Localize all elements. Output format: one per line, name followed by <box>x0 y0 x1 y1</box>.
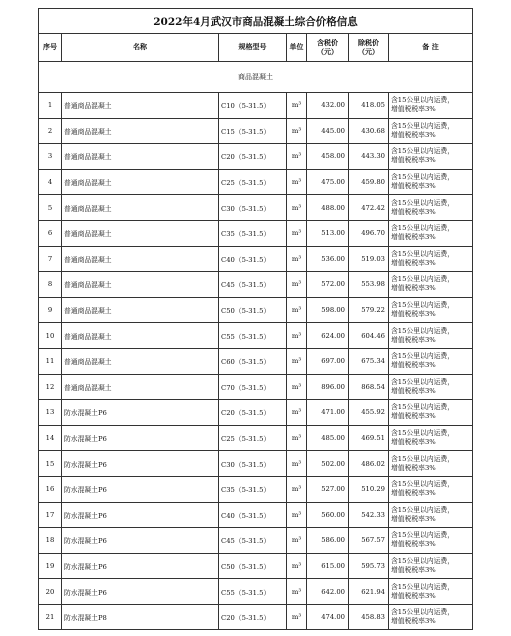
cell-spec: C50（5-31.5） <box>219 553 287 579</box>
cell-name: 普通商品混凝土 <box>62 169 219 195</box>
page-title: 2022年4月武汉市商品混凝土综合价格信息 <box>39 9 473 34</box>
cell-name: 防水混凝土P6 <box>62 528 219 554</box>
note-line2: 增值税税率3% <box>391 617 436 626</box>
cell-price-notax: 496.70 <box>349 220 389 246</box>
cell-seq: 15 <box>39 451 62 477</box>
note-line2: 增值税税率3% <box>391 284 436 293</box>
cell-price-tax: 458.00 <box>307 144 349 170</box>
note-line1: 含15公里以内运费， <box>391 121 455 130</box>
cell-spec: C35（5-31.5） <box>219 476 287 502</box>
cell-seq: 13 <box>39 400 62 426</box>
table-row <box>39 169 473 195</box>
cell-unit: m³ <box>287 579 307 605</box>
cell-name: 普通商品混凝土 <box>62 374 219 400</box>
cell-price-tax: 488.00 <box>307 195 349 221</box>
cell-unit: m³ <box>287 195 307 221</box>
cell-price-tax: 697.00 <box>307 348 349 374</box>
cell-spec: C30（5-31.5） <box>219 195 287 221</box>
cell-spec: C25（5-31.5） <box>219 169 287 195</box>
table-row <box>39 502 473 528</box>
cell-price-tax: 536.00 <box>307 246 349 272</box>
note-line1: 含15公里以内运费， <box>391 352 455 361</box>
note-line1: 含15公里以内运费， <box>391 582 455 591</box>
cell-seq: 6 <box>39 220 62 246</box>
note-line2: 增值税税率3% <box>391 233 436 242</box>
cell-unit: m³ <box>287 348 307 374</box>
cell-price-tax: 485.00 <box>307 425 349 451</box>
note-line1: 含15公里以内运费， <box>391 403 455 412</box>
cell-seq: 9 <box>39 297 62 323</box>
cell-note <box>389 528 473 554</box>
table-header-row <box>39 34 473 62</box>
cell-name: 普通商品混凝土 <box>62 348 219 374</box>
cell-name: 防水混凝土P6 <box>62 400 219 426</box>
table-row <box>39 118 473 144</box>
table-row <box>39 579 473 605</box>
note-line1: 含15公里以内运费， <box>391 454 455 463</box>
cell-unit: m³ <box>287 93 307 119</box>
cell-seq: 17 <box>39 502 62 528</box>
cell-name: 普通商品混凝土 <box>62 195 219 221</box>
cell-name: 防水混凝土P6 <box>62 425 219 451</box>
cell-price-notax: 418.05 <box>349 93 389 119</box>
cell-seq: 19 <box>39 553 62 579</box>
cell-note <box>389 348 473 374</box>
cell-seq: 12 <box>39 374 62 400</box>
cell-unit: m³ <box>287 323 307 349</box>
header-price-notax-line2: （元） <box>358 47 379 56</box>
cell-price-notax: 472.42 <box>349 195 389 221</box>
cell-seq: 5 <box>39 195 62 221</box>
header-price-notax <box>349 34 389 62</box>
cell-name: 普通商品混凝土 <box>62 118 219 144</box>
cell-unit: m³ <box>287 272 307 298</box>
note-line1: 含15公里以内运费， <box>391 224 455 233</box>
note-line2: 增值税税率3% <box>391 565 436 574</box>
cell-name: 普通商品混凝土 <box>62 272 219 298</box>
cell-price-notax: 579.22 <box>349 297 389 323</box>
cell-spec: C40（5-31.5） <box>219 246 287 272</box>
cell-price-tax: 445.00 <box>307 118 349 144</box>
cell-price-notax: 553.98 <box>349 272 389 298</box>
note-line1: 含15公里以内运费， <box>391 377 455 386</box>
cell-name: 普通商品混凝土 <box>62 93 219 119</box>
table-row <box>39 374 473 400</box>
table-row <box>39 348 473 374</box>
cell-unit: m³ <box>287 502 307 528</box>
cell-name: 防水混凝土P6 <box>62 553 219 579</box>
note-line2: 增值税税率3% <box>391 386 436 395</box>
note-line2: 增值税税率3% <box>391 514 436 523</box>
cell-unit: m³ <box>287 451 307 477</box>
price-sheet <box>38 8 472 630</box>
section-label: 商品混凝土 <box>39 62 473 93</box>
note-line1: 含15公里以内运费， <box>391 608 455 617</box>
cell-spec: C70（5-31.5） <box>219 374 287 400</box>
cell-spec: C45（5-31.5） <box>219 272 287 298</box>
cell-price-notax: 510.29 <box>349 476 389 502</box>
table-row <box>39 246 473 272</box>
cell-price-notax: 469.51 <box>349 425 389 451</box>
cell-note <box>389 425 473 451</box>
cell-unit: m³ <box>287 169 307 195</box>
table-row <box>39 604 473 630</box>
cell-seq: 20 <box>39 579 62 605</box>
note-line1: 含15公里以内运费， <box>391 301 455 310</box>
table-row <box>39 451 473 477</box>
cell-price-notax: 486.02 <box>349 451 389 477</box>
cell-unit: m³ <box>287 425 307 451</box>
cell-note <box>389 579 473 605</box>
table-row <box>39 195 473 221</box>
header-unit: 单位 <box>287 34 307 62</box>
cell-name: 防水混凝土P6 <box>62 451 219 477</box>
cell-note <box>389 272 473 298</box>
cell-price-notax: 458.83 <box>349 604 389 630</box>
cell-seq: 3 <box>39 144 62 170</box>
note-line1: 含15公里以内运费， <box>391 326 455 335</box>
table-row <box>39 220 473 246</box>
cell-name: 普通商品混凝土 <box>62 297 219 323</box>
note-line2: 增值税税率3% <box>391 182 436 191</box>
cell-price-notax: 430.68 <box>349 118 389 144</box>
note-line1: 含15公里以内运费， <box>391 173 455 182</box>
cell-note <box>389 297 473 323</box>
cell-price-notax: 621.94 <box>349 579 389 605</box>
note-line2: 增值税税率3% <box>391 412 436 421</box>
cell-price-tax: 642.00 <box>307 579 349 605</box>
cell-spec: C15（5-31.5） <box>219 118 287 144</box>
cell-spec: C40（5-31.5） <box>219 502 287 528</box>
cell-unit: m³ <box>287 374 307 400</box>
table-row <box>39 297 473 323</box>
note-line2: 增值税税率3% <box>391 591 436 600</box>
note-line1: 含15公里以内运费， <box>391 147 455 156</box>
header-name: 名称 <box>62 34 219 62</box>
cell-note <box>389 374 473 400</box>
cell-spec: C25（5-31.5） <box>219 425 287 451</box>
cell-spec: C55（5-31.5） <box>219 323 287 349</box>
cell-price-notax: 604.46 <box>349 323 389 349</box>
cell-seq: 8 <box>39 272 62 298</box>
cell-seq: 10 <box>39 323 62 349</box>
cell-spec: C45（5-31.5） <box>219 528 287 554</box>
cell-spec: C10（5-31.5） <box>219 93 287 119</box>
cell-seq: 16 <box>39 476 62 502</box>
header-price-notax-line1: 除税价 <box>358 38 379 47</box>
table-row <box>39 323 473 349</box>
cell-price-tax: 475.00 <box>307 169 349 195</box>
table-row <box>39 400 473 426</box>
table-row <box>39 528 473 554</box>
table-row <box>39 93 473 119</box>
note-line1: 含15公里以内运费， <box>391 505 455 514</box>
note-line2: 增值税税率3% <box>391 207 436 216</box>
cell-price-tax: 432.00 <box>307 93 349 119</box>
cell-unit: m³ <box>287 220 307 246</box>
cell-price-notax: 459.80 <box>349 169 389 195</box>
cell-price-notax: 519.03 <box>349 246 389 272</box>
cell-spec: C35（5-31.5） <box>219 220 287 246</box>
section-row <box>39 62 473 93</box>
price-table <box>38 8 473 630</box>
note-line2: 增值税税率3% <box>391 156 436 165</box>
cell-note <box>389 144 473 170</box>
cell-price-notax: 542.33 <box>349 502 389 528</box>
note-line1: 含15公里以内运费， <box>391 556 455 565</box>
cell-name: 防水混凝土P6 <box>62 476 219 502</box>
cell-name: 防水混凝土P8 <box>62 604 219 630</box>
note-line2: 增值税税率3% <box>391 463 436 472</box>
cell-spec: C50（5-31.5） <box>219 297 287 323</box>
cell-price-notax: 455.92 <box>349 400 389 426</box>
cell-spec: C20（5-31.5） <box>219 144 287 170</box>
cell-price-notax: 675.34 <box>349 348 389 374</box>
cell-unit: m³ <box>287 246 307 272</box>
cell-unit: m³ <box>287 528 307 554</box>
table-row <box>39 425 473 451</box>
cell-price-notax: 868.54 <box>349 374 389 400</box>
cell-seq: 21 <box>39 604 62 630</box>
note-line1: 含15公里以内运费， <box>391 275 455 284</box>
header-seq: 序号 <box>39 34 62 62</box>
cell-unit: m³ <box>287 144 307 170</box>
cell-price-tax: 471.00 <box>307 400 349 426</box>
cell-price-tax: 624.00 <box>307 323 349 349</box>
note-line2: 增值税税率3% <box>391 438 436 447</box>
cell-note <box>389 400 473 426</box>
cell-note <box>389 195 473 221</box>
note-line1: 含15公里以内运费， <box>391 96 455 105</box>
cell-note <box>389 476 473 502</box>
cell-price-tax: 527.00 <box>307 476 349 502</box>
header-price-tax-line1: 含税价 <box>317 38 338 47</box>
cell-spec: C55（5-31.5） <box>219 579 287 605</box>
cell-price-tax: 896.00 <box>307 374 349 400</box>
note-line1: 含15公里以内运费， <box>391 531 455 540</box>
header-note: 备 注 <box>389 34 473 62</box>
cell-price-tax: 598.00 <box>307 297 349 323</box>
note-line2: 增值税税率3% <box>391 105 436 114</box>
cell-spec: C20（5-31.5） <box>219 400 287 426</box>
cell-note <box>389 118 473 144</box>
cell-price-tax: 560.00 <box>307 502 349 528</box>
table-row <box>39 144 473 170</box>
cell-price-tax: 474.00 <box>307 604 349 630</box>
table-row <box>39 272 473 298</box>
cell-note <box>389 553 473 579</box>
cell-price-notax: 567.57 <box>349 528 389 554</box>
cell-unit: m³ <box>287 118 307 144</box>
cell-price-tax: 513.00 <box>307 220 349 246</box>
note-line2: 增值税税率3% <box>391 310 436 319</box>
cell-price-tax: 502.00 <box>307 451 349 477</box>
cell-price-tax: 586.00 <box>307 528 349 554</box>
cell-price-notax: 443.30 <box>349 144 389 170</box>
note-line2: 增值税税率3% <box>391 361 436 370</box>
cell-seq: 4 <box>39 169 62 195</box>
cell-name: 防水混凝土P6 <box>62 579 219 605</box>
cell-note <box>389 169 473 195</box>
note-line2: 增值税税率3% <box>391 540 436 549</box>
cell-spec: C20（5-31.5） <box>219 604 287 630</box>
cell-price-notax: 595.73 <box>349 553 389 579</box>
note-line1: 含15公里以内运费， <box>391 249 455 258</box>
cell-note <box>389 220 473 246</box>
cell-name: 普通商品混凝土 <box>62 144 219 170</box>
cell-name: 普通商品混凝土 <box>62 220 219 246</box>
cell-seq: 14 <box>39 425 62 451</box>
table-row <box>39 553 473 579</box>
cell-note <box>389 93 473 119</box>
cell-price-tax: 572.00 <box>307 272 349 298</box>
cell-name: 普通商品混凝土 <box>62 323 219 349</box>
note-line2: 增值税税率3% <box>391 489 436 498</box>
cell-seq: 11 <box>39 348 62 374</box>
cell-spec: C60（5-31.5） <box>219 348 287 374</box>
note-line1: 含15公里以内运费， <box>391 198 455 207</box>
header-spec: 规格型号 <box>219 34 287 62</box>
cell-spec: C30（5-31.5） <box>219 451 287 477</box>
table-row <box>39 476 473 502</box>
cell-note <box>389 451 473 477</box>
table-body <box>39 62 473 630</box>
header-price-tax-line2: （元） <box>317 47 338 56</box>
note-line2: 增值税税率3% <box>391 130 436 139</box>
cell-note <box>389 323 473 349</box>
cell-unit: m³ <box>287 604 307 630</box>
cell-unit: m³ <box>287 476 307 502</box>
cell-name: 防水混凝土P6 <box>62 502 219 528</box>
cell-seq: 1 <box>39 93 62 119</box>
header-price-tax <box>307 34 349 62</box>
note-line1: 含15公里以内运费， <box>391 480 455 489</box>
cell-note <box>389 246 473 272</box>
cell-unit: m³ <box>287 297 307 323</box>
cell-price-tax: 615.00 <box>307 553 349 579</box>
cell-seq: 18 <box>39 528 62 554</box>
cell-note <box>389 604 473 630</box>
cell-seq: 2 <box>39 118 62 144</box>
cell-unit: m³ <box>287 400 307 426</box>
note-line2: 增值税税率3% <box>391 335 436 344</box>
cell-unit: m³ <box>287 553 307 579</box>
cell-seq: 7 <box>39 246 62 272</box>
cell-name: 普通商品混凝土 <box>62 246 219 272</box>
note-line2: 增值税税率3% <box>391 258 436 267</box>
cell-note <box>389 502 473 528</box>
note-line1: 含15公里以内运费， <box>391 429 455 438</box>
